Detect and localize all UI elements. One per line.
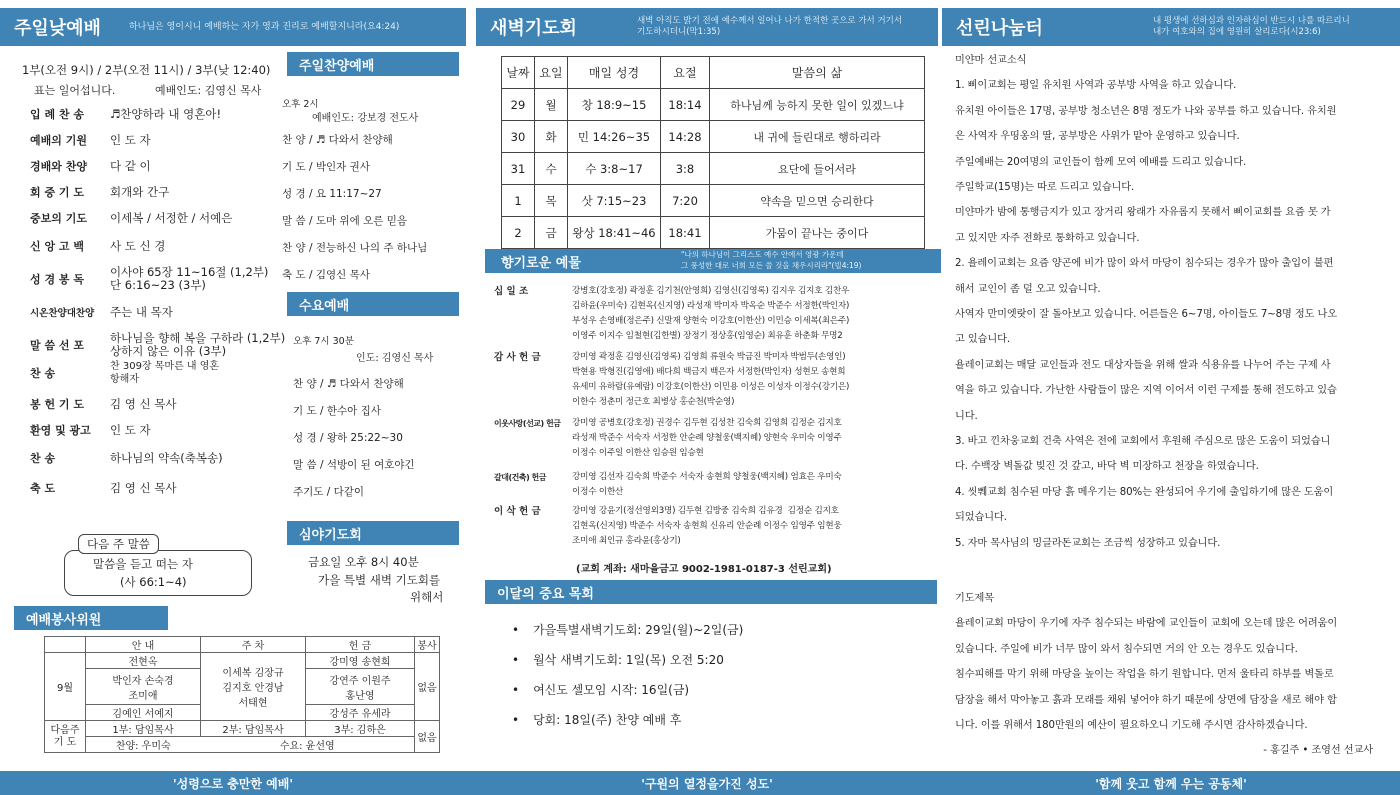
mission-line: 되었습니다. <box>955 512 1007 524</box>
next-service: 없음 <box>415 721 440 753</box>
order-label: 환영 및 광고 <box>30 424 91 437</box>
order-value: 김 영 신 목사 <box>110 480 177 495</box>
offering-label: 이웃사랑(선교) 헌금 <box>494 419 561 428</box>
mission-line: - 홍길주 • 조영선 선교사 <box>1263 745 1373 757</box>
mission-line: 욜레이교회는 매달 교인들과 전도 대상자들을 위해 쌀과 식용유를 나누어 주는 구제 사 <box>955 359 1331 371</box>
order-label: 중보의 기도 <box>30 212 87 225</box>
mission-line: 해서 교인이 좀 덜 오고 있습니다. <box>955 283 1101 295</box>
dawn-col-header: 날짜 <box>502 57 535 89</box>
order-value: 인 도 자 <box>110 422 151 437</box>
dawn-cell: 목 <box>535 185 568 217</box>
next-1: 1부: 담임목사 <box>86 721 201 737</box>
dawn-cell: 7:20 <box>661 185 710 217</box>
dawn-cell: 창 18:9~15 <box>568 89 661 121</box>
dawn-col-header: 요일 <box>535 57 568 89</box>
dawn-col-header: 말씀의 삶 <box>710 57 925 89</box>
offering-label: 이 삭 헌 금 <box>494 506 541 517</box>
event-item: • 월삭 새벽기도회: 1일(목) 오전 5:20 <box>512 651 724 668</box>
dawn-cell: 하나님께 능하지 못한 일이 있겠느냐 <box>710 89 925 121</box>
next-2: 2부: 담임목사 <box>201 721 306 737</box>
order-label: 찬 송 <box>30 452 56 465</box>
mission-line: 4. 씻쀄교회 침수된 마당 흙 메우기는 80%는 완성되어 우기에 출입하기에 많은 도움이 <box>955 486 1334 498</box>
dawn-title: 새벽기도회 <box>490 18 577 39</box>
program-item: 찬 양 / 전능하신 나의 주 하나님 <box>282 242 428 254</box>
guide-2: 박인자 손숙경 조미애 <box>86 669 201 705</box>
stand-marker-note: 표는 일어섭니다. <box>34 84 116 97</box>
order-item <box>30 130 151 150</box>
night-prayer-title-text: 심야기도회 <box>299 527 362 543</box>
night-prayer-time: 금요일 오후 8시 40분 <box>308 555 419 569</box>
parking-cell: 이세복 김장규 김지호 안경남 서태현 <box>201 653 306 721</box>
dawn-cell: 18:41 <box>661 217 710 249</box>
dawn-cell: 2 <box>502 217 535 249</box>
events-title <box>485 580 937 604</box>
order-item <box>30 394 177 414</box>
order-label: 회 중 기 도 <box>30 186 84 199</box>
dawn-row <box>502 185 925 217</box>
next-3: 3부: 김하은 <box>306 721 415 737</box>
footer-slogan-1: '성령으로 충만한 예배' <box>172 777 294 791</box>
offering-label: 감 사 헌 금 <box>494 352 541 363</box>
dawn-cell: 내 귀에 들린대로 행하리라 <box>710 121 925 153</box>
dawn-cell: 요단에 들어서라 <box>710 153 925 185</box>
offering-names: 강미영 김선자 김숙희 박준수 서숙자 송현희 양철웅(백지혜) 엄효은 우미숙 이정수 이한산 <box>572 472 842 497</box>
committee-title-text: 예배봉사위원 <box>26 612 102 628</box>
dawn-cell: 31 <box>502 153 535 185</box>
dawn-col-header: 매일 성경 <box>568 57 661 89</box>
offering-label: 갈대(건축) 헌금 <box>494 473 546 482</box>
offering-names: 강미영 곽정훈 김영신(김영록) 김영희 류원숙 박금진 박미자 박범두(손영인) 박현용 박형진(김영애) 배다희 백금지 백은자 서정한(박인자) 성현모 송현희 유세미 유하람(유예람) 이강호(이한산) 이민용 이성은 이성자 이정수(강기은) 이한수 정춘미 정근호 최병상 홍순천(박순영) <box>572 352 850 407</box>
service-cell: 없음 <box>415 653 440 721</box>
order-value: 하나님의 약속(축복송) <box>110 450 223 465</box>
order-value: 인 도 자 <box>110 132 151 147</box>
order-label: 찬 송 <box>30 367 56 380</box>
offering-2: 강연주 이원주 홍난영 <box>306 669 415 705</box>
header-dawn-prayer <box>476 8 938 46</box>
offering-names: 강미영 강윤기(정선영외3명) 김두현 김방중 김숙희 김유경 김정순 김지호 김현옥(신지영) 박준수 서숙자 송현희 신유리 안순례 이정수 임영주 임현웅 조미애 최인규 홍라윤(홍상기) <box>572 506 842 546</box>
order-value: 찬 309장 목마른 내 영혼 항해자 <box>110 361 220 385</box>
offering-names: 강병호(강호정) 곽정훈 김기천(안영희) 김영신(김영록) 김지우 김지호 김찬우 김하윤(우미숙) 김현옥(신지영) 라성재 박미자 박옥순 박준수 서정한(박인자) 부성우 손영배(정은주) 신말재 양현숙 이강호(이한산) 이민승 이세복(최은주) 이영주 이지수 임철현(김한별) 장정기 정상홍(임영순) 최유훈 하춘화 무명2 <box>572 286 850 341</box>
dawn-cell: 왕상 18:41~46 <box>568 217 661 249</box>
program-item: 기 도 / 박인자 권사 <box>282 161 370 173</box>
dawn-cell: 1 <box>502 185 535 217</box>
col-offering: 헌 금 <box>306 637 415 653</box>
order-item <box>30 262 268 296</box>
dawn-cell: 30 <box>502 121 535 153</box>
fragrant-offering-title <box>485 249 941 273</box>
order-label: 말 씀 선 포 <box>30 339 84 352</box>
footer-slogan-3: '함께 웃고 함께 우는 공동체' <box>1095 777 1247 791</box>
service-times: 1부(오전 9시) / 2부(오전 11시) / 3부(낮 12:40) <box>22 63 271 77</box>
next-word-label: 다음 주 말씀 <box>78 534 159 554</box>
order-item <box>30 478 177 498</box>
order-value: 김 영 신 목사 <box>110 396 177 411</box>
mission-line: 고 있습니다. <box>955 334 1010 346</box>
dawn-cell: 민 14:26~35 <box>568 121 661 153</box>
program-item: 성 경 / 왕하 25:22~30 <box>293 432 403 444</box>
order-label: 경배와 찬양 <box>30 160 87 173</box>
next-praise: 찬양: 우미숙 <box>86 737 201 753</box>
mission-line: 주일예배는 20여명의 교인들이 함께 모여 예배를 드리고 있습니다. <box>955 156 1247 168</box>
order-value: 사 도 신 경 <box>110 238 166 253</box>
col-guide: 안 내 <box>86 637 201 653</box>
order-value: 다 같 이 <box>110 158 151 173</box>
mission-line: 욜레이교회 마당이 우기에 자주 침수되는 바람에 교인들이 교회에 오는데 많은 어려움이 <box>955 618 1338 630</box>
mission-line: 유치원 아이들은 17명, 공부방 청소년은 8명 정도가 나와 공부를 하고 있습니다. 유치원 <box>955 105 1337 117</box>
praise-time: 오후 2시 <box>282 99 319 110</box>
order-item <box>30 420 151 440</box>
night-prayer-title <box>287 521 459 545</box>
fragrant-verse: "나의 하나님이 그리스도 예수 안에서 영광 가운데 그 풍성한 대로 너희 모든 쓸 것을 채우시리라"(빌4:19) <box>681 250 862 270</box>
program-item: 찬 양 / ♬ 다와서 찬양해 <box>282 134 393 146</box>
dawn-schedule-table <box>501 56 925 249</box>
event-item: • 가을특별새벽기도회: 29일(월)~2일(금) <box>512 621 743 638</box>
order-label: 예배의 기원 <box>30 134 87 147</box>
order-item <box>30 156 151 176</box>
wednesday-worship-title <box>287 292 459 316</box>
dawn-cell: 가뭄이 끝나는 중이다 <box>710 217 925 249</box>
mission-line: 미얀마 선교소식 <box>955 55 1027 66</box>
offering-1: 강미영 송현희 <box>306 653 415 669</box>
header-sunday-worship <box>0 8 466 46</box>
order-value: 이세복 / 서정한 / 서예은 <box>110 210 233 225</box>
guide-3: 김예인 서예지 <box>86 705 201 721</box>
program-item: 찬 양 / ♬ 다와서 찬양해 <box>293 378 404 390</box>
order-label: 시온찬양대찬양 <box>30 308 95 319</box>
order-value: 회개와 간구 <box>110 184 170 199</box>
order-value: ♬찬양하라 내 영혼아! <box>110 106 222 121</box>
order-item <box>30 104 221 124</box>
night-prayer-purpose-2: 위해서 <box>410 590 444 604</box>
wednesday-leader: 인도: 김영신 목사 <box>356 353 434 364</box>
dawn-row <box>502 121 925 153</box>
next-word-ref: (사 66:1~4) <box>120 575 187 589</box>
offering-label: 십 일 조 <box>494 286 529 297</box>
order-label: 봉 헌 기 도 <box>30 398 84 411</box>
order-item <box>30 302 173 322</box>
program-item: 기 도 / 한수아 집사 <box>293 405 381 417</box>
mission-line: 니다. <box>955 410 978 422</box>
sharing-verse: 내 평생에 선하심과 인자하심이 반드시 나를 따르리니 내가 여호와의 집에 영원히 살리로다(시23:6) <box>1152 16 1350 37</box>
order-label: 성 경 봉 독 <box>30 273 84 286</box>
order-label: 입 례 찬 송 <box>30 108 84 121</box>
guide-1: 전현옥 <box>86 653 201 669</box>
col-service: 봉사 <box>415 637 440 653</box>
praise-worship-title <box>287 52 459 76</box>
program-item: 성 경 / 요 11:17~27 <box>282 188 382 200</box>
footer-slogan-2: '구원의 열정을가진 성도' <box>641 777 773 791</box>
order-value: 이사야 65장 11~16절 (1,2부) 단 6:16~23 (3부) <box>110 265 269 292</box>
next-wed: 수요: 윤선영 <box>201 737 415 753</box>
church-account: (교회 계좌: 새마을금고 9002-1981-0187-3 선린교회) <box>576 564 832 575</box>
order-label: 신 앙 고 백 <box>30 240 84 253</box>
mission-line: 역을 하고 있습니다. 가난한 사람들이 많은 지역 이어서 이런 구제를 통해 전도하고 있습 <box>955 385 1337 397</box>
dawn-cell: 금 <box>535 217 568 249</box>
dawn-row <box>502 153 925 185</box>
order-item <box>30 356 219 390</box>
mission-line: 니다. 이를 위해서 180만원의 예산이 필요하오니 기도해 주시면 감사하겠습니다. <box>955 720 1308 731</box>
dawn-cell: 14:28 <box>661 121 710 153</box>
order-item <box>30 236 165 256</box>
dawn-cell: 3:8 <box>661 153 710 185</box>
dawn-cell: 수 <box>535 153 568 185</box>
program-item: 말 씀 / 석방이 된 여호야긴 <box>293 459 415 471</box>
mission-line: 다. 수백장 벽돌값 빚진 것 갚고, 바닥 벽 미장하고 천장을 하였습니다. <box>955 461 1259 473</box>
mission-line: 담장을 해서 막아놓고 흙과 모래를 채워 넣어야 하기 때문에 상면에 담장을 새로 해야 합 <box>955 694 1337 706</box>
order-item <box>30 448 223 468</box>
praise-worship-title-text: 주일찬양예배 <box>299 58 375 74</box>
mission-line: 기도제목 <box>955 593 994 604</box>
mission-line: 고 있지만 자주 전화로 통화하고 있습니다. <box>955 232 1140 244</box>
offering-3: 강성주 유세라 <box>306 705 415 721</box>
wednesday-time: 오후 7시 30분 <box>293 336 354 347</box>
order-value: 하나님을 향해 복을 구하라 (1,2부) 상하지 않은 이유 (3부) <box>110 331 286 358</box>
committee-table <box>44 636 440 753</box>
praise-leader: 예배인도: 강보경 전도사 <box>312 113 419 124</box>
sharing-title: 선린나눔터 <box>956 18 1043 39</box>
fragrant-offering-title-text: 향기로운 예물 <box>501 255 581 271</box>
mission-line: 사역자 만미엣랏이 잘 돌아보고 있습니다. 어른들은 6~7명, 아이들도 7~8명 정도 나오 <box>955 309 1338 320</box>
dawn-cell: 삿 7:15~23 <box>568 185 661 217</box>
mission-line: 2. 욜레이교회는 요즘 양곤에 비가 많이 와서 마당이 침수되는 경우가 많아 출입이 불편 <box>955 258 1334 270</box>
offering-names: 강미영 공병호(강호정) 권경수 김두현 김성찬 김숙희 김영희 김정순 김지호 라성재 박준수 서숙자 서정한 안순례 양철웅(백지혜) 양현숙 우미숙 이영주 이정수 이주일 이한산 임승원 임승현 <box>572 418 842 458</box>
order-value: 주는 내 목자 <box>110 304 173 319</box>
night-prayer-purpose: 가을 특별 새벽 기도회를 <box>318 573 441 587</box>
next-prayer-label: 다음주 기 도 <box>45 721 86 753</box>
order-item <box>30 208 232 228</box>
dawn-cell: 29 <box>502 89 535 121</box>
dawn-row <box>502 217 925 249</box>
next-word-title: 말씀을 듣고 떠는 자 <box>93 557 193 571</box>
mission-line: 침수피해를 막기 위해 마당을 높이는 작업을 하기 원합니다. 먼저 울타리 하부를 벽돌로 <box>955 669 1334 681</box>
dawn-verse: 새벽 아직도 밝기 전에 예수께서 일어나 나가 한적한 곳으로 가서 거기서 기도하시더니(막1:35) <box>636 16 903 37</box>
col-parking: 주 차 <box>201 637 306 653</box>
dawn-cell: 월 <box>535 89 568 121</box>
header-verse: 하나님은 영이시니 예배하는 자가 영과 진리로 예배할지니라(요4:24) <box>128 21 400 32</box>
header-sharing <box>942 8 1400 46</box>
event-item: • 당회: 18일(주) 찬양 예배 후 <box>512 711 681 728</box>
month-cell: 9월 <box>45 653 86 721</box>
dawn-col-header: 요절 <box>661 57 710 89</box>
mission-line: 은 사역자 우띵옹의 딸, 공부방은 사위가 맡아 운영하고 있습니다. <box>955 131 1240 143</box>
dawn-cell: 약속을 믿으면 승리한다 <box>710 185 925 217</box>
dawn-cell: 18:14 <box>661 89 710 121</box>
mission-line: 주일학교(15명)는 따로 드리고 있습니다. <box>955 182 1135 193</box>
worship-leader: 예배인도: 김영신 목사 <box>155 84 262 97</box>
mission-line: 있습니다. 주일에 비가 너무 많이 와서 침수되면 거의 안 오는 경우도 있습니다. <box>955 643 1298 655</box>
dawn-row <box>502 89 925 121</box>
dawn-cell: 수 3:8~17 <box>568 153 661 185</box>
mission-line: 3. 바고 낀차웅교회 건축 사역은 전에 교회에서 후원해 주심으로 많은 도움이 되었습니 <box>955 436 1331 447</box>
program-item: 주기도 / 다같이 <box>293 486 365 498</box>
committee-title <box>14 606 168 630</box>
program-item: 말 씀 / 도마 위에 오른 믿음 <box>282 215 407 227</box>
mission-line: 미얀마가 밤에 통행금지가 있고 장거리 왕래가 자유롭지 못해서 삐이교회를 요즘 못 가 <box>955 207 1331 219</box>
wednesday-worship-title-text: 수요예배 <box>299 298 350 314</box>
mission-line: 5. 자마 목사님의 밍글라돈교회는 조금씩 성장하고 있습니다. <box>955 537 1221 549</box>
event-item: • 여신도 셀모임 시작: 16일(금) <box>512 681 689 698</box>
dawn-cell: 화 <box>535 121 568 153</box>
order-label: 축 도 <box>30 482 56 495</box>
mission-line: 1. 삐이교회는 평일 유치원 사역과 공부방 사역을 하고 있습니다. <box>955 80 1237 92</box>
order-item <box>30 182 169 202</box>
page-title: 주일낮예배 <box>14 18 101 39</box>
events-title-text: 이달의 중요 목회 <box>497 586 594 602</box>
program-item: 축 도 / 김영신 목사 <box>282 269 370 281</box>
